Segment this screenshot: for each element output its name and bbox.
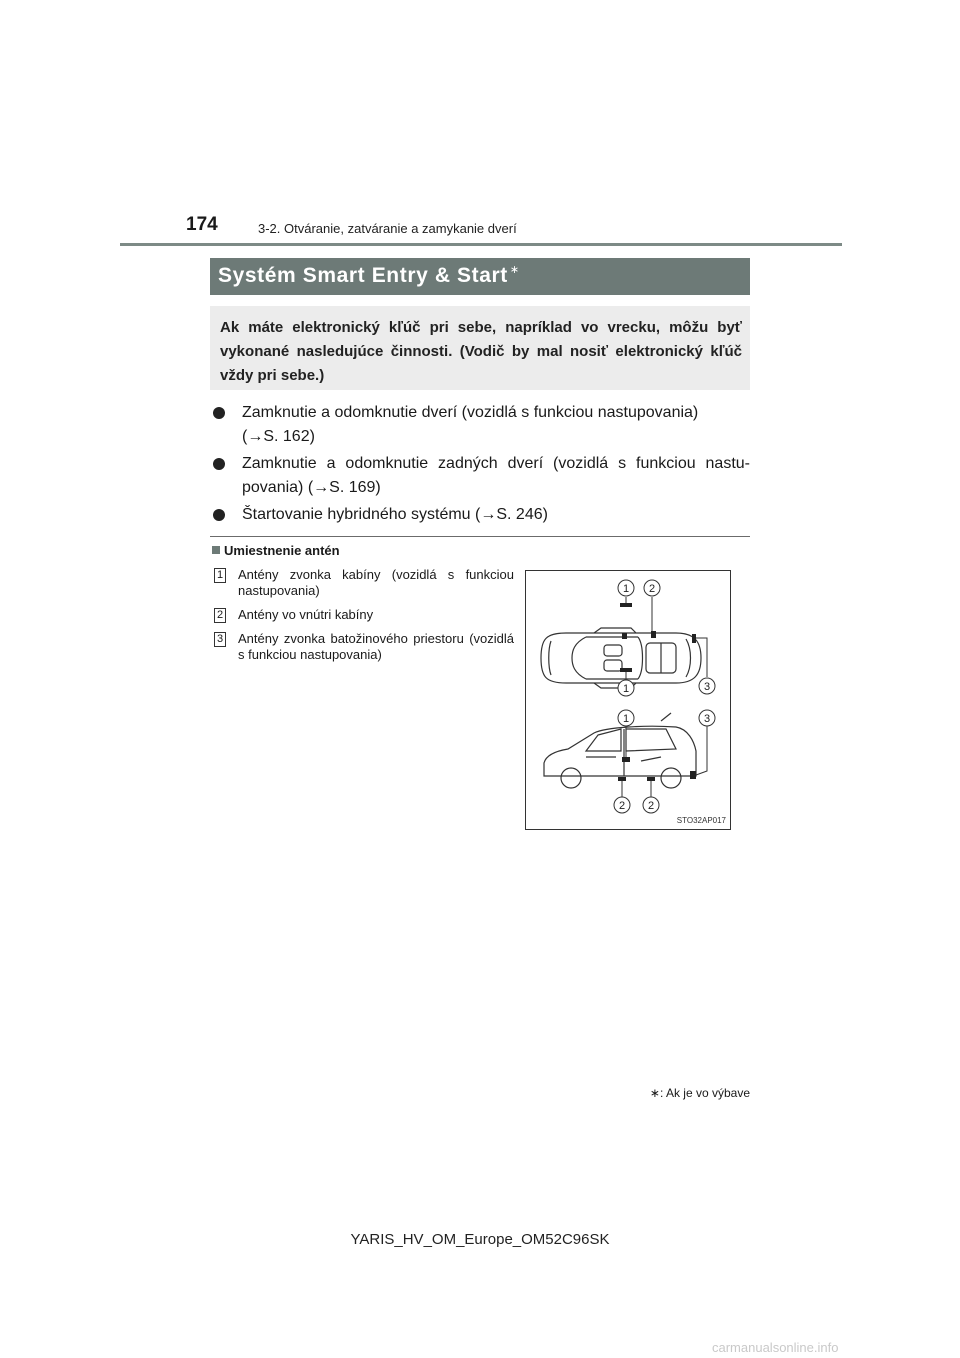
antenna-marker xyxy=(690,771,696,779)
antenna-marker xyxy=(651,631,656,638)
legend-item xyxy=(214,631,514,663)
watermark: carmanualsonline.info xyxy=(712,1340,839,1355)
callout-number: 3 xyxy=(703,713,711,725)
footnote-text: : Ak je vo výbave xyxy=(659,1086,750,1100)
page-reference-link[interactable]: (→S. 246) xyxy=(475,506,548,523)
page-number: 174 xyxy=(186,214,218,235)
car-diagram xyxy=(526,571,730,829)
page-reference-link[interactable]: (→S. 169) xyxy=(307,479,381,496)
title-asterisk: ∗ xyxy=(509,264,520,276)
section-divider xyxy=(210,536,750,537)
antenna-marker xyxy=(692,634,696,643)
callout-number: 3 xyxy=(703,681,711,693)
legend-number-badge: 3 xyxy=(214,632,226,647)
figure-code: STO32AP017 xyxy=(676,816,726,825)
car-side-view xyxy=(544,713,696,788)
antenna-marker xyxy=(618,777,626,781)
callout-number: 1 xyxy=(622,683,630,695)
antenna-marker xyxy=(620,668,632,672)
footnote-asterisk: ∗ xyxy=(649,1086,660,1100)
square-bullet-icon xyxy=(212,546,220,554)
antenna-legend xyxy=(214,567,514,671)
subsection-heading-text: Umiestnenie antén xyxy=(224,543,340,558)
antenna-location-figure xyxy=(525,570,731,830)
footer-document-code: YARIS_HV_OM_Europe_OM52C96SK xyxy=(350,1231,610,1248)
callout-number: 2 xyxy=(618,800,626,812)
callout-number: 2 xyxy=(648,583,656,595)
bullet-dot-icon xyxy=(213,509,225,521)
legend-item xyxy=(214,607,514,623)
antenna-marker xyxy=(620,603,632,607)
bullet-item xyxy=(212,401,750,449)
bullet-dot-icon xyxy=(213,458,225,470)
legend-number-badge: 2 xyxy=(214,608,226,623)
bullet-item xyxy=(212,452,750,500)
callout-number: 1 xyxy=(622,583,630,595)
car-top-view xyxy=(541,628,701,688)
antenna-marker xyxy=(622,633,627,639)
antenna-marker xyxy=(647,777,655,781)
bullet-dot-icon xyxy=(213,407,225,419)
subsection-heading xyxy=(212,543,340,558)
title-text: Systém Smart Entry & Start xyxy=(218,264,508,287)
section-title: 3-2. Otváranie, zatváranie a zamykanie dverí xyxy=(258,221,517,236)
page-reference-link[interactable]: (→S. 162) xyxy=(242,428,315,445)
intro-box: Ak máte elektronický kľúč pri sebe, napríklad vo vrecku, môžu byť vykonané nasledujúce činnosti. (Vodič by mal nosiť elektronický kľúč vždy pri sebe.) xyxy=(210,306,750,390)
legend-text: Antény zvonka kabíny (vozidlá s funkciou nastupovania) xyxy=(238,567,514,598)
footnote xyxy=(630,1086,750,1100)
bullet-text: Zamknutie a odomknutie zadných dverí (vozidlá s funkciou nastupovania) xyxy=(242,455,750,496)
header-divider xyxy=(120,243,842,246)
legend-text: Antény vo vnútri kabíny xyxy=(238,607,374,622)
callout-number: 2 xyxy=(647,800,655,812)
bullet-text: Štartovanie hybridného systému xyxy=(242,506,471,523)
legend-item xyxy=(214,567,514,599)
bullet-list xyxy=(212,401,750,530)
bullet-text: Zamknutie a odomknutie dverí (vozidlá s funkciou nastupovania) xyxy=(242,404,699,421)
callout-number: 1 xyxy=(622,713,630,725)
legend-text: Antény zvonka batožinového priestoru (vozidlá s funkciou nastupovania) xyxy=(238,631,514,662)
antenna-marker xyxy=(622,757,630,762)
page-title xyxy=(210,258,750,295)
legend-number-badge: 1 xyxy=(214,568,226,583)
bullet-item xyxy=(212,503,750,527)
